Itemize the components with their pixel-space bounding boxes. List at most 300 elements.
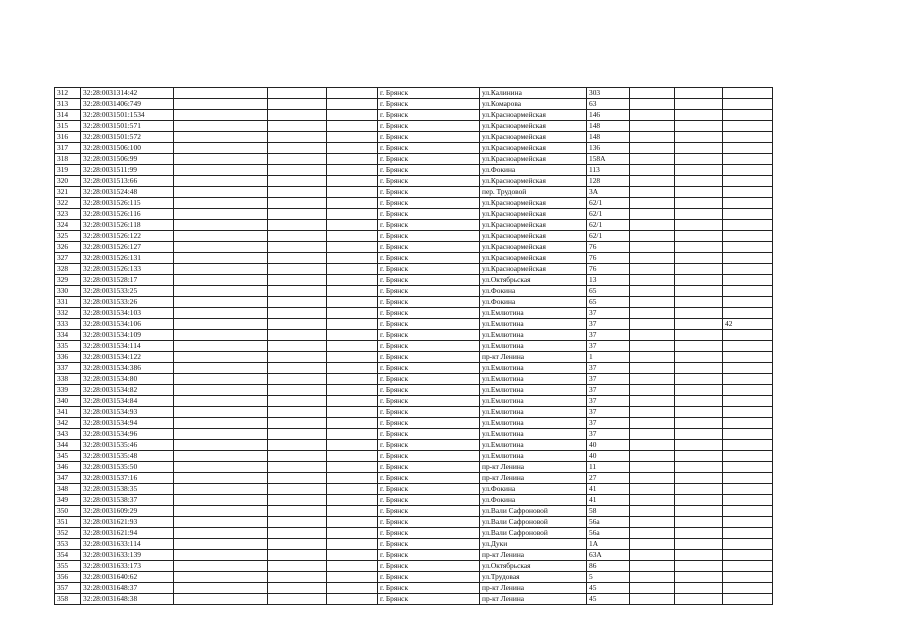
street-cell: ул.Октябрьская	[480, 561, 587, 572]
cadastral-number-cell: 32:28:0031648:38	[81, 594, 174, 605]
empty-cell	[327, 473, 378, 484]
empty-cell	[327, 374, 378, 385]
empty-cell	[630, 561, 675, 572]
city-cell: г. Брянск	[378, 374, 480, 385]
extra-value-cell	[723, 550, 773, 561]
empty-cell	[675, 528, 723, 539]
street-cell: пер. Трудовой	[480, 187, 587, 198]
extra-value-cell	[723, 88, 773, 99]
table-row	[55, 121, 773, 132]
table-row	[55, 297, 773, 308]
house-number-cell: 128	[587, 176, 630, 187]
empty-cell	[630, 187, 675, 198]
city-cell: г. Брянск	[378, 286, 480, 297]
extra-value-cell: 42	[723, 319, 773, 330]
extra-value-cell	[723, 495, 773, 506]
table-row	[55, 99, 773, 110]
empty-cell	[630, 99, 675, 110]
empty-cell	[630, 253, 675, 264]
empty-cell	[268, 506, 327, 517]
empty-cell	[675, 374, 723, 385]
house-number-cell: 63А	[587, 550, 630, 561]
empty-cell	[675, 440, 723, 451]
house-number-cell: 76	[587, 264, 630, 275]
row-number-cell: 335	[55, 341, 81, 352]
cadastral-number-cell: 32:28:0031526:118	[81, 220, 174, 231]
empty-cell	[268, 407, 327, 418]
house-number-cell: 113	[587, 165, 630, 176]
empty-cell	[675, 484, 723, 495]
house-number-cell: 5	[587, 572, 630, 583]
street-cell: ул.Красноармейская	[480, 209, 587, 220]
extra-value-cell	[723, 198, 773, 209]
empty-cell	[327, 220, 378, 231]
empty-cell	[174, 473, 268, 484]
street-cell: пр-кт Ленина	[480, 352, 587, 363]
cadastral-number-cell: 32:28:0031534:93	[81, 407, 174, 418]
row-number-cell: 349	[55, 495, 81, 506]
empty-cell	[630, 363, 675, 374]
city-cell: г. Брянск	[378, 110, 480, 121]
empty-cell	[268, 132, 327, 143]
empty-cell	[675, 308, 723, 319]
table-row	[55, 462, 773, 473]
street-cell: ул.Красноармейская	[480, 121, 587, 132]
empty-cell	[327, 231, 378, 242]
empty-cell	[675, 220, 723, 231]
table-row	[55, 572, 773, 583]
empty-cell	[174, 88, 268, 99]
empty-cell	[630, 418, 675, 429]
house-number-cell: 76	[587, 253, 630, 264]
empty-cell	[268, 440, 327, 451]
cadastral-number-cell: 32:28:0031406:749	[81, 99, 174, 110]
row-number-cell: 350	[55, 506, 81, 517]
empty-cell	[174, 121, 268, 132]
city-cell: г. Брянск	[378, 396, 480, 407]
house-number-cell: 86	[587, 561, 630, 572]
empty-cell	[268, 209, 327, 220]
empty-cell	[630, 572, 675, 583]
empty-cell	[174, 264, 268, 275]
city-cell: г. Брянск	[378, 121, 480, 132]
cadastral-number-cell: 32:28:0031534:103	[81, 308, 174, 319]
empty-cell	[675, 264, 723, 275]
extra-value-cell	[723, 506, 773, 517]
empty-cell	[675, 341, 723, 352]
cadastral-number-cell: 32:28:0031534:386	[81, 363, 174, 374]
empty-cell	[174, 209, 268, 220]
cadastral-number-cell: 32:28:0031621:93	[81, 517, 174, 528]
cadastral-number-cell: 32:28:0031501:572	[81, 132, 174, 143]
cadastral-number-cell: 32:28:0031535:48	[81, 451, 174, 462]
house-number-cell: 37	[587, 407, 630, 418]
cadastral-number-cell: 32:28:0031526:131	[81, 253, 174, 264]
extra-value-cell	[723, 143, 773, 154]
empty-cell	[174, 572, 268, 583]
empty-cell	[630, 440, 675, 451]
street-cell: ул.Вали Сафроновой	[480, 517, 587, 528]
empty-cell	[268, 517, 327, 528]
empty-cell	[327, 407, 378, 418]
empty-cell	[174, 374, 268, 385]
house-number-cell: 58	[587, 506, 630, 517]
empty-cell	[630, 341, 675, 352]
house-number-cell: 1А	[587, 539, 630, 550]
empty-cell	[174, 143, 268, 154]
row-number-cell: 332	[55, 308, 81, 319]
table-row	[55, 561, 773, 572]
city-cell: г. Брянск	[378, 528, 480, 539]
empty-cell	[327, 132, 378, 143]
cadastral-number-cell: 32:28:0031506:99	[81, 154, 174, 165]
cadastral-number-cell: 32:28:0031633:114	[81, 539, 174, 550]
empty-cell	[268, 528, 327, 539]
street-cell: пр-кт Ленина	[480, 473, 587, 484]
empty-cell	[268, 187, 327, 198]
street-cell: ул.Красноармейская	[480, 110, 587, 121]
empty-cell	[675, 539, 723, 550]
table-row	[55, 132, 773, 143]
extra-value-cell	[723, 99, 773, 110]
empty-cell	[327, 209, 378, 220]
cadastral-number-cell: 32:28:0031534:84	[81, 396, 174, 407]
empty-cell	[630, 506, 675, 517]
empty-cell	[630, 176, 675, 187]
empty-cell	[675, 583, 723, 594]
cadastral-number-cell: 32:28:0031534:122	[81, 352, 174, 363]
table-row	[55, 495, 773, 506]
street-cell: ул.Вали Сафроновой	[480, 528, 587, 539]
city-cell: г. Брянск	[378, 407, 480, 418]
street-cell: ул.Емлютина	[480, 396, 587, 407]
house-number-cell: 37	[587, 418, 630, 429]
extra-value-cell	[723, 154, 773, 165]
empty-cell	[327, 198, 378, 209]
house-number-cell: 37	[587, 308, 630, 319]
empty-cell	[327, 330, 378, 341]
table-row	[55, 473, 773, 484]
cadastral-number-cell: 32:28:0031534:114	[81, 341, 174, 352]
row-number-cell: 333	[55, 319, 81, 330]
house-number-cell: 146	[587, 110, 630, 121]
row-number-cell: 313	[55, 99, 81, 110]
house-number-cell: 1	[587, 352, 630, 363]
row-number-cell: 352	[55, 528, 81, 539]
empty-cell	[174, 484, 268, 495]
empty-cell	[327, 572, 378, 583]
street-cell: ул.Красноармейская	[480, 143, 587, 154]
extra-value-cell	[723, 572, 773, 583]
empty-cell	[174, 352, 268, 363]
extra-value-cell	[723, 418, 773, 429]
empty-cell	[675, 451, 723, 462]
house-number-cell: 45	[587, 594, 630, 605]
cadastral-number-cell: 32:28:0031533:26	[81, 297, 174, 308]
house-number-cell: 62/1	[587, 209, 630, 220]
empty-cell	[675, 176, 723, 187]
table-row	[55, 451, 773, 462]
empty-cell	[327, 594, 378, 605]
empty-cell	[174, 341, 268, 352]
street-cell: ул.Емлютина	[480, 341, 587, 352]
cadastral-number-cell: 32:28:0031609:29	[81, 506, 174, 517]
empty-cell	[174, 429, 268, 440]
city-cell: г. Брянск	[378, 154, 480, 165]
street-cell: ул.Емлютина	[480, 308, 587, 319]
row-number-cell: 347	[55, 473, 81, 484]
city-cell: г. Брянск	[378, 341, 480, 352]
row-number-cell: 357	[55, 583, 81, 594]
table-row	[55, 165, 773, 176]
city-cell: г. Брянск	[378, 429, 480, 440]
extra-value-cell	[723, 110, 773, 121]
house-number-cell: 3А	[587, 187, 630, 198]
empty-cell	[630, 374, 675, 385]
extra-value-cell	[723, 209, 773, 220]
city-cell: г. Брянск	[378, 462, 480, 473]
empty-cell	[268, 572, 327, 583]
empty-cell	[675, 242, 723, 253]
house-number-cell: 37	[587, 396, 630, 407]
empty-cell	[327, 297, 378, 308]
street-cell: ул.Емлютина	[480, 385, 587, 396]
city-cell: г. Брянск	[378, 363, 480, 374]
street-cell: пр-кт Ленина	[480, 462, 587, 473]
street-cell: ул.Емлютина	[480, 418, 587, 429]
street-cell: ул.Вали Сафроновой	[480, 506, 587, 517]
cadastral-number-cell: 32:28:0031537:16	[81, 473, 174, 484]
empty-cell	[630, 264, 675, 275]
empty-cell	[327, 429, 378, 440]
city-cell: г. Брянск	[378, 440, 480, 451]
extra-value-cell	[723, 121, 773, 132]
table-row	[55, 396, 773, 407]
house-number-cell: 65	[587, 297, 630, 308]
table-row	[55, 253, 773, 264]
row-number-cell: 337	[55, 363, 81, 374]
house-number-cell: 136	[587, 143, 630, 154]
empty-cell	[268, 396, 327, 407]
city-cell: г. Брянск	[378, 297, 480, 308]
table-row	[55, 352, 773, 363]
street-cell: ул.Фокина	[480, 495, 587, 506]
empty-cell	[327, 396, 378, 407]
house-number-cell: 13	[587, 275, 630, 286]
empty-cell	[675, 550, 723, 561]
city-cell: г. Брянск	[378, 572, 480, 583]
city-cell: г. Брянск	[378, 132, 480, 143]
empty-cell	[174, 396, 268, 407]
city-cell: г. Брянск	[378, 209, 480, 220]
city-cell: г. Брянск	[378, 242, 480, 253]
row-number-cell: 329	[55, 275, 81, 286]
city-cell: г. Брянск	[378, 88, 480, 99]
empty-cell	[174, 550, 268, 561]
city-cell: г. Брянск	[378, 143, 480, 154]
table-row	[55, 209, 773, 220]
empty-cell	[630, 462, 675, 473]
empty-cell	[268, 352, 327, 363]
city-cell: г. Брянск	[378, 550, 480, 561]
empty-cell	[327, 418, 378, 429]
row-number-cell: 340	[55, 396, 81, 407]
row-number-cell: 327	[55, 253, 81, 264]
row-number-cell: 343	[55, 429, 81, 440]
street-cell: ул.Фокина	[480, 297, 587, 308]
row-number-cell: 341	[55, 407, 81, 418]
street-cell: ул.Трудовая	[480, 572, 587, 583]
extra-value-cell	[723, 385, 773, 396]
city-cell: г. Брянск	[378, 198, 480, 209]
row-number-cell: 319	[55, 165, 81, 176]
cadastral-number-cell: 32:28:0031640:62	[81, 572, 174, 583]
empty-cell	[630, 583, 675, 594]
extra-value-cell	[723, 187, 773, 198]
empty-cell	[630, 484, 675, 495]
empty-cell	[174, 528, 268, 539]
row-number-cell: 314	[55, 110, 81, 121]
empty-cell	[174, 154, 268, 165]
empty-cell	[174, 286, 268, 297]
empty-cell	[675, 110, 723, 121]
empty-cell	[174, 561, 268, 572]
cadastral-number-cell: 32:28:0031506:100	[81, 143, 174, 154]
empty-cell	[268, 473, 327, 484]
extra-value-cell	[723, 165, 773, 176]
empty-cell	[327, 286, 378, 297]
empty-cell	[630, 473, 675, 484]
empty-cell	[174, 495, 268, 506]
empty-cell	[630, 429, 675, 440]
empty-cell	[327, 583, 378, 594]
city-cell: г. Брянск	[378, 385, 480, 396]
empty-cell	[268, 462, 327, 473]
house-number-cell: 27	[587, 473, 630, 484]
empty-cell	[268, 198, 327, 209]
empty-cell	[675, 297, 723, 308]
empty-cell	[675, 198, 723, 209]
table-row	[55, 187, 773, 198]
row-number-cell: 317	[55, 143, 81, 154]
table-row	[55, 429, 773, 440]
empty-cell	[327, 187, 378, 198]
row-number-cell: 324	[55, 220, 81, 231]
empty-cell	[675, 286, 723, 297]
empty-cell	[675, 132, 723, 143]
house-number-cell: 158А	[587, 154, 630, 165]
table-row	[55, 374, 773, 385]
city-cell: г. Брянск	[378, 253, 480, 264]
extra-value-cell	[723, 363, 773, 374]
extra-value-cell	[723, 132, 773, 143]
table-row	[55, 506, 773, 517]
empty-cell	[327, 352, 378, 363]
extra-value-cell	[723, 407, 773, 418]
extra-value-cell	[723, 220, 773, 231]
empty-cell	[675, 396, 723, 407]
property-register-table	[54, 87, 773, 605]
empty-cell	[630, 143, 675, 154]
empty-cell	[675, 407, 723, 418]
house-number-cell: 37	[587, 385, 630, 396]
empty-cell	[174, 99, 268, 110]
empty-cell	[268, 539, 327, 550]
empty-cell	[675, 561, 723, 572]
city-cell: г. Брянск	[378, 187, 480, 198]
empty-cell	[174, 319, 268, 330]
street-cell: ул.Красноармейская	[480, 253, 587, 264]
empty-cell	[268, 253, 327, 264]
row-number-cell: 312	[55, 88, 81, 99]
empty-cell	[630, 330, 675, 341]
empty-cell	[268, 374, 327, 385]
empty-cell	[268, 121, 327, 132]
empty-cell	[268, 363, 327, 374]
empty-cell	[675, 495, 723, 506]
empty-cell	[174, 517, 268, 528]
row-number-cell: 355	[55, 561, 81, 572]
empty-cell	[675, 330, 723, 341]
empty-cell	[327, 495, 378, 506]
empty-cell	[174, 198, 268, 209]
empty-cell	[327, 110, 378, 121]
cadastral-number-cell: 32:28:0031534:80	[81, 374, 174, 385]
cadastral-number-cell: 32:28:0031524:48	[81, 187, 174, 198]
extra-value-cell	[723, 242, 773, 253]
empty-cell	[327, 341, 378, 352]
empty-cell	[630, 220, 675, 231]
empty-cell	[174, 440, 268, 451]
empty-cell	[174, 330, 268, 341]
empty-cell	[630, 539, 675, 550]
house-number-cell: 303	[587, 88, 630, 99]
table-row	[55, 143, 773, 154]
empty-cell	[327, 550, 378, 561]
house-number-cell: 37	[587, 319, 630, 330]
empty-cell	[630, 275, 675, 286]
cadastral-number-cell: 32:28:0031534:94	[81, 418, 174, 429]
house-number-cell: 11	[587, 462, 630, 473]
empty-cell	[327, 121, 378, 132]
house-number-cell: 37	[587, 374, 630, 385]
extra-value-cell	[723, 308, 773, 319]
empty-cell	[174, 462, 268, 473]
empty-cell	[327, 143, 378, 154]
city-cell: г. Брянск	[378, 165, 480, 176]
extra-value-cell	[723, 275, 773, 286]
extra-value-cell	[723, 594, 773, 605]
empty-cell	[675, 429, 723, 440]
empty-cell	[630, 198, 675, 209]
empty-cell	[630, 110, 675, 121]
empty-cell	[675, 275, 723, 286]
table-row	[55, 88, 773, 99]
street-cell: ул.Емлютина	[480, 451, 587, 462]
empty-cell	[268, 275, 327, 286]
empty-cell	[327, 176, 378, 187]
cadastral-number-cell: 32:28:0031534:109	[81, 330, 174, 341]
extra-value-cell	[723, 330, 773, 341]
row-number-cell: 331	[55, 297, 81, 308]
empty-cell	[630, 88, 675, 99]
cadastral-number-cell: 32:28:0031535:50	[81, 462, 174, 473]
street-cell: ул.Фокина	[480, 165, 587, 176]
empty-cell	[327, 242, 378, 253]
row-number-cell: 334	[55, 330, 81, 341]
empty-cell	[675, 506, 723, 517]
row-number-cell: 320	[55, 176, 81, 187]
